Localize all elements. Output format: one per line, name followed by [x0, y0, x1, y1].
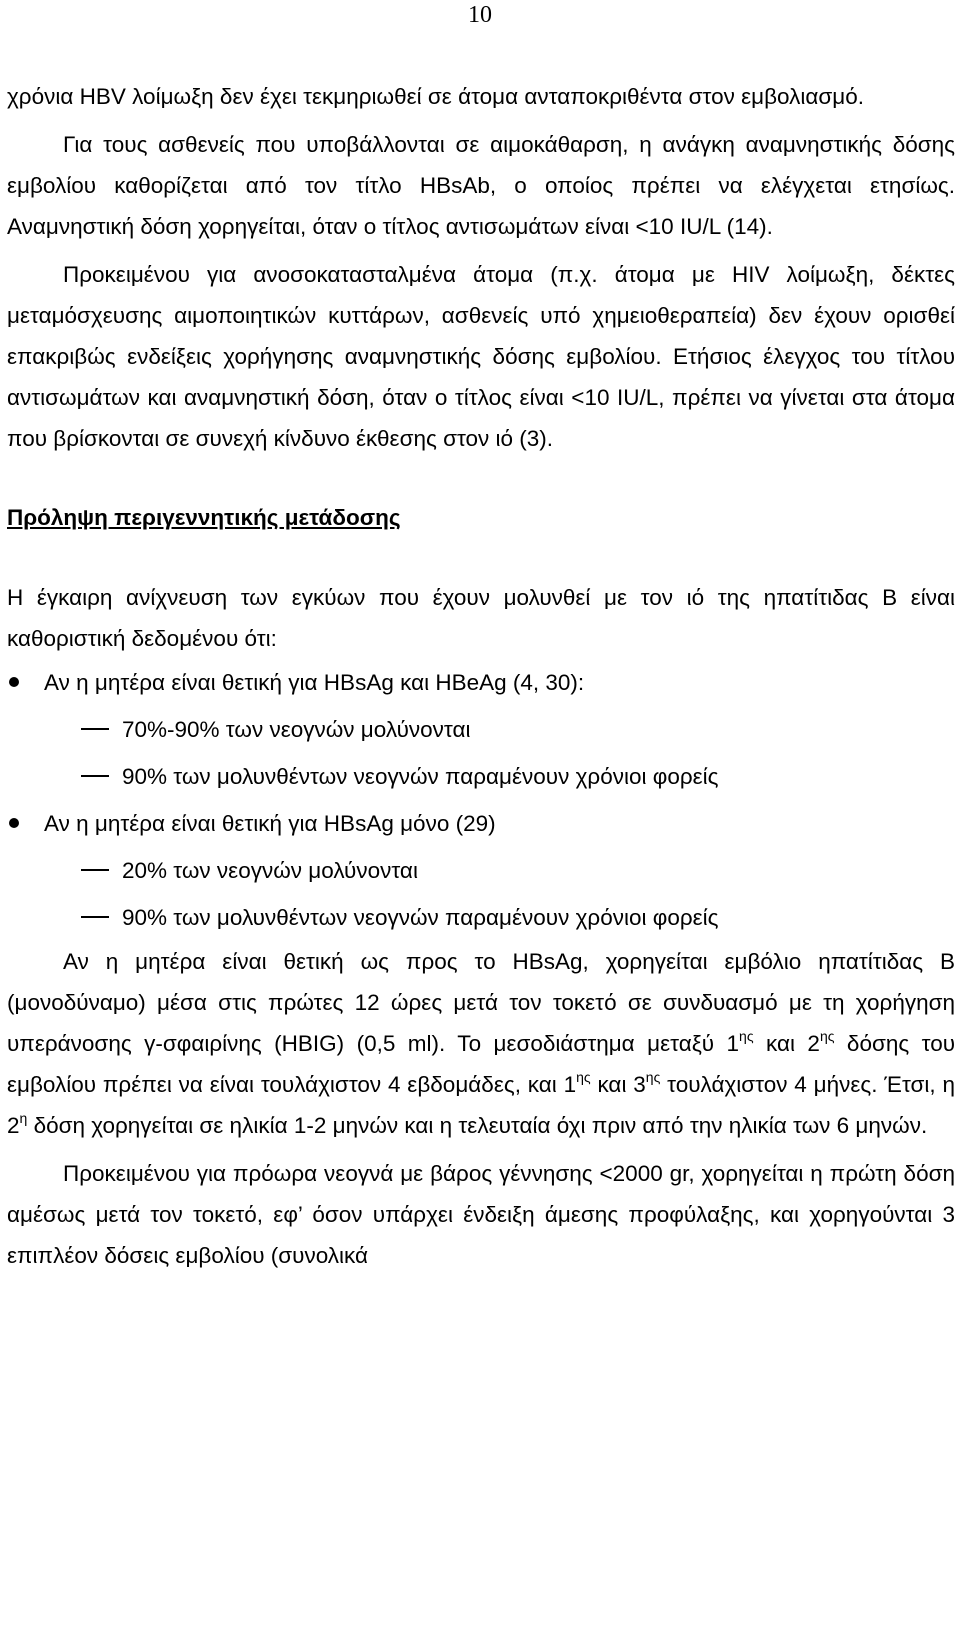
dash-item	[7, 847, 955, 894]
superscript: η	[19, 1110, 28, 1126]
text-run: Αν η μητέρα είναι θετική ως προς το HBsAg, χορηγείται εμβόλιο ηπατίτιδας Β (μονοδύναμο) μέσα στις πρώτες 12 ώρες μετά τον τοκετό σε συνδυασμό με τη χορήγηση υπεράνοσης γ-σφαιρίνης (HBIG) (0,5 ml). Το μεσοδιάστημα μεταξύ 1	[7, 949, 955, 1056]
page-number: 10	[468, 2, 492, 28]
bullet-text: Αν η μητέρα είναι θετική για HBsAg μόνο (29)	[44, 811, 496, 836]
bullet-item	[7, 659, 955, 706]
document-body	[7, 76, 955, 1276]
dash-text: 90% των μολυνθέντων νεογνών παραμένουν χρόνιοι φορείς	[122, 905, 719, 930]
paragraph-immunocompromised: Προκειμένου για ανοσοκατασταλμένα άτομα (π.χ. άτομα με HIV λοίμωξη, δέκτες μεταμόσχευσης αιμοποιητικών κυττάρων, ασθενείς υπό χημειοθεραπεία) δεν έχουν ορισθεί επακριβώς ενδείξεις χορήγησης αναμνηστικής δόσης εμβολίου. Ετήσιος έλεγχος του τίτλου αντισωμάτων και αναμνηστική δόση, όταν ο τίτλος είναι <10 IU/L, πρέπει να γίνεται στα άτομα που βρίσκονται σε συνεχή κίνδυνο έκθεσης στον ιό (3).	[7, 262, 955, 451]
text-run: δόση χορηγείται σε ηλικία 1-2 μηνών και η τελευταία όχι πριν από την ηλικία των 6 μηνών.	[27, 1113, 928, 1138]
dash-icon	[81, 775, 109, 777]
text-run: δόσης του εμβολίου πρέπει να είναι τουλάχιστον 4 εβδομάδες, και 1	[7, 1031, 956, 1097]
dash-icon	[81, 728, 109, 730]
dash-icon	[81, 869, 109, 871]
paragraph-premature: Προκειμένου για πρόωρα νεογνά με βάρος γέννησης <2000 gr, χορηγείται η πρώτη δόση αμέσως μετά τον τοκετό, εφ’ όσον υπάρχει ένδειξη άμεσης προφύλαξης, και χορηγούνται 3 επιπλέον δόσεις εμβολίου (συνολικά	[7, 1161, 955, 1268]
dash-text: 70%-90% των νεογνών μολύνονται	[122, 717, 471, 742]
bullet-icon	[9, 677, 19, 687]
superscript: ης	[576, 1069, 591, 1085]
superscript: ης	[645, 1069, 661, 1085]
bullet-item	[7, 800, 955, 847]
paragraph-hemodialysis: Για τους ασθενείς που υποβάλλονται σε αιμοκάθαρση, η ανάγκη αναμνηστικής δόσης εμβολίου καθορίζεται από τον τίτλο HBsAb, ο οποίος πρέπει να ελέγχεται ετησίως. Αναμνηστική δόση χορηγείται, όταν ο τίτλος αντισωμάτων είναι <10 IU/L (14).	[7, 132, 955, 239]
dash-item	[7, 706, 955, 753]
text-run: και 2	[753, 1031, 820, 1056]
bullet-list	[7, 659, 955, 941]
paragraph-vaccination-schedule	[7, 941, 955, 1146]
text-run: τουλάχιστον 4 μήνες. Έτσι, η 2	[7, 1072, 955, 1138]
text-run: και 3	[590, 1072, 646, 1097]
bullet-icon	[9, 818, 19, 828]
dash-text: 90% των μολυνθέντων νεογνών παραμένουν χρόνιοι φορείς	[122, 764, 719, 789]
superscript: ης	[739, 1028, 754, 1044]
dash-text: 20% των νεογνών μολύνονται	[122, 858, 418, 883]
dash-item	[7, 894, 955, 941]
paragraph-continuation: χρόνια HBV λοίμωξη δεν έχει τεκμηριωθεί σε άτομα ανταποκριθέντα στον εμβολιασμό.	[7, 84, 864, 109]
bullet-text: Αν η μητέρα είναι θετική για HBsAg και HBeAg (4, 30):	[44, 670, 585, 695]
section-heading: Πρόληψη περιγεννητικής μετάδοσης	[7, 505, 401, 530]
dash-item	[7, 753, 955, 800]
section-heading-container	[7, 503, 955, 533]
superscript: ης	[819, 1028, 835, 1044]
dash-icon	[81, 916, 109, 918]
intro-paragraph: Η έγκαιρη ανίχνευση των εγκύων που έχουν μολυνθεί με τον ιό της ηπατίτιδας Β είναι καθοριστική δεδομένου ότι:	[7, 585, 955, 651]
